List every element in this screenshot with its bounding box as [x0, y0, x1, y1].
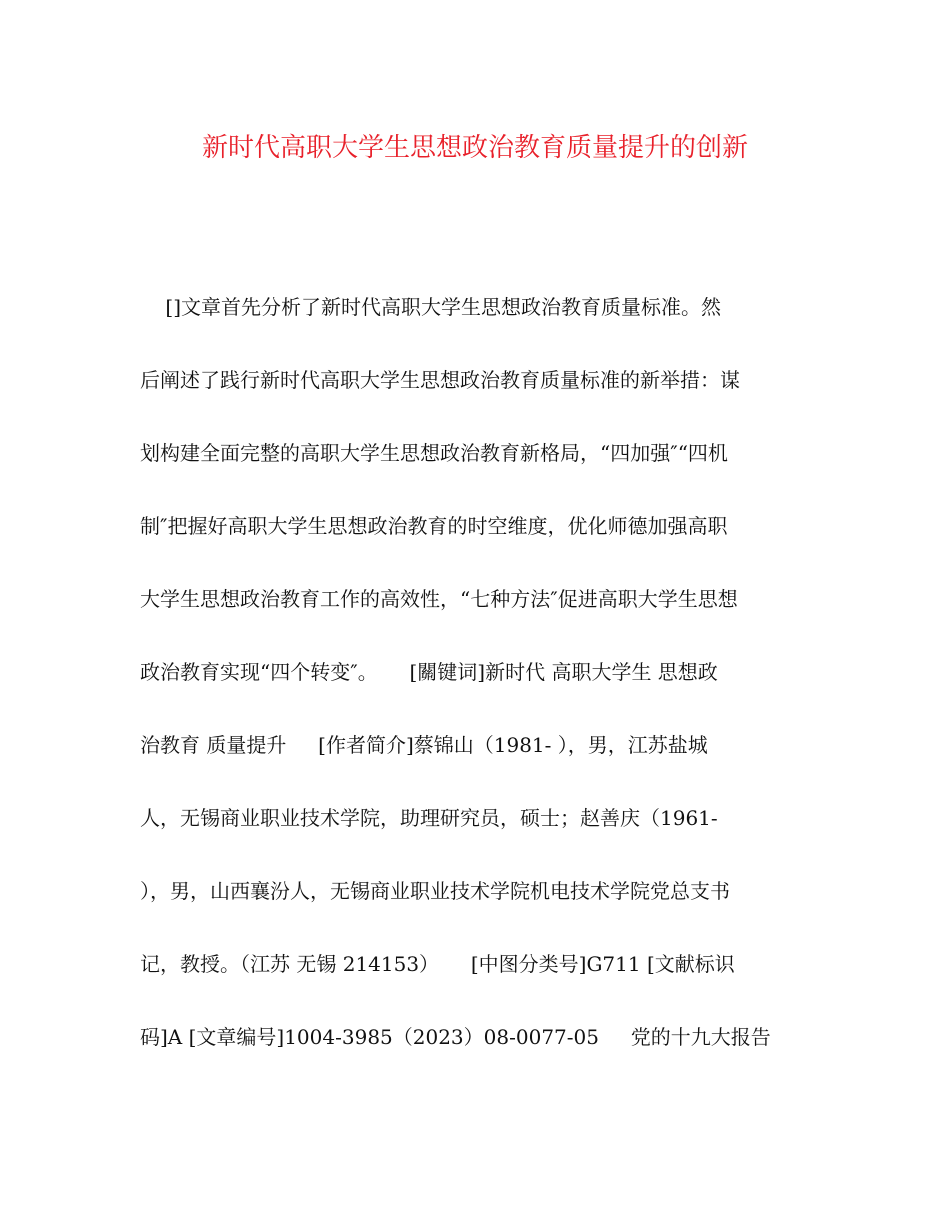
body-line: 大学生思想政治教育工作的高效性，“七种方法″促进高职大学生思想 — [140, 587, 738, 611]
body-line: 人，无锡商业职业技术学院，助理研究员，硕士；赵善庆（1961- — [140, 806, 718, 830]
document-body — [140, 284, 820, 1087]
body-line: 制″把握好高职大学生思想政治教育的时空维度，优化师德加强高职 — [140, 514, 728, 538]
body-line: 记，教授。（江苏 无锡 214153） [中图分类号]G711 [文献标识 — [140, 952, 735, 976]
body-line: []文章首先分析了新时代高职大学生思想政治教育质量标准。然 — [140, 295, 722, 319]
body-line: 码]A [文章编号]1004-3985（2023）08-0077-05 党的十九大报告 — [140, 1025, 771, 1049]
body-line: 划构建全面完整的高职大学生思想政治教育新格局，“四加强″“四机 — [140, 441, 728, 465]
body-line: ），男，山西襄汾人，无锡商业职业技术学院机电技术学院党总支书 — [140, 879, 730, 903]
body-line: 后阐述了践行新时代高职大学生思想政治教育质量标准的新举措：谋 — [140, 368, 740, 392]
document-title: 新时代高职大学生思想政治教育质量提升的创新 — [201, 133, 748, 163]
body-line: 政治教育实现“四个转变″。 [關键词]新时代 高职大学生 思想政 — [140, 660, 718, 684]
body-line: 治教育 质量提升 [作者简介]蔡锦山（1981- ），男，江苏盐城 — [140, 733, 708, 757]
